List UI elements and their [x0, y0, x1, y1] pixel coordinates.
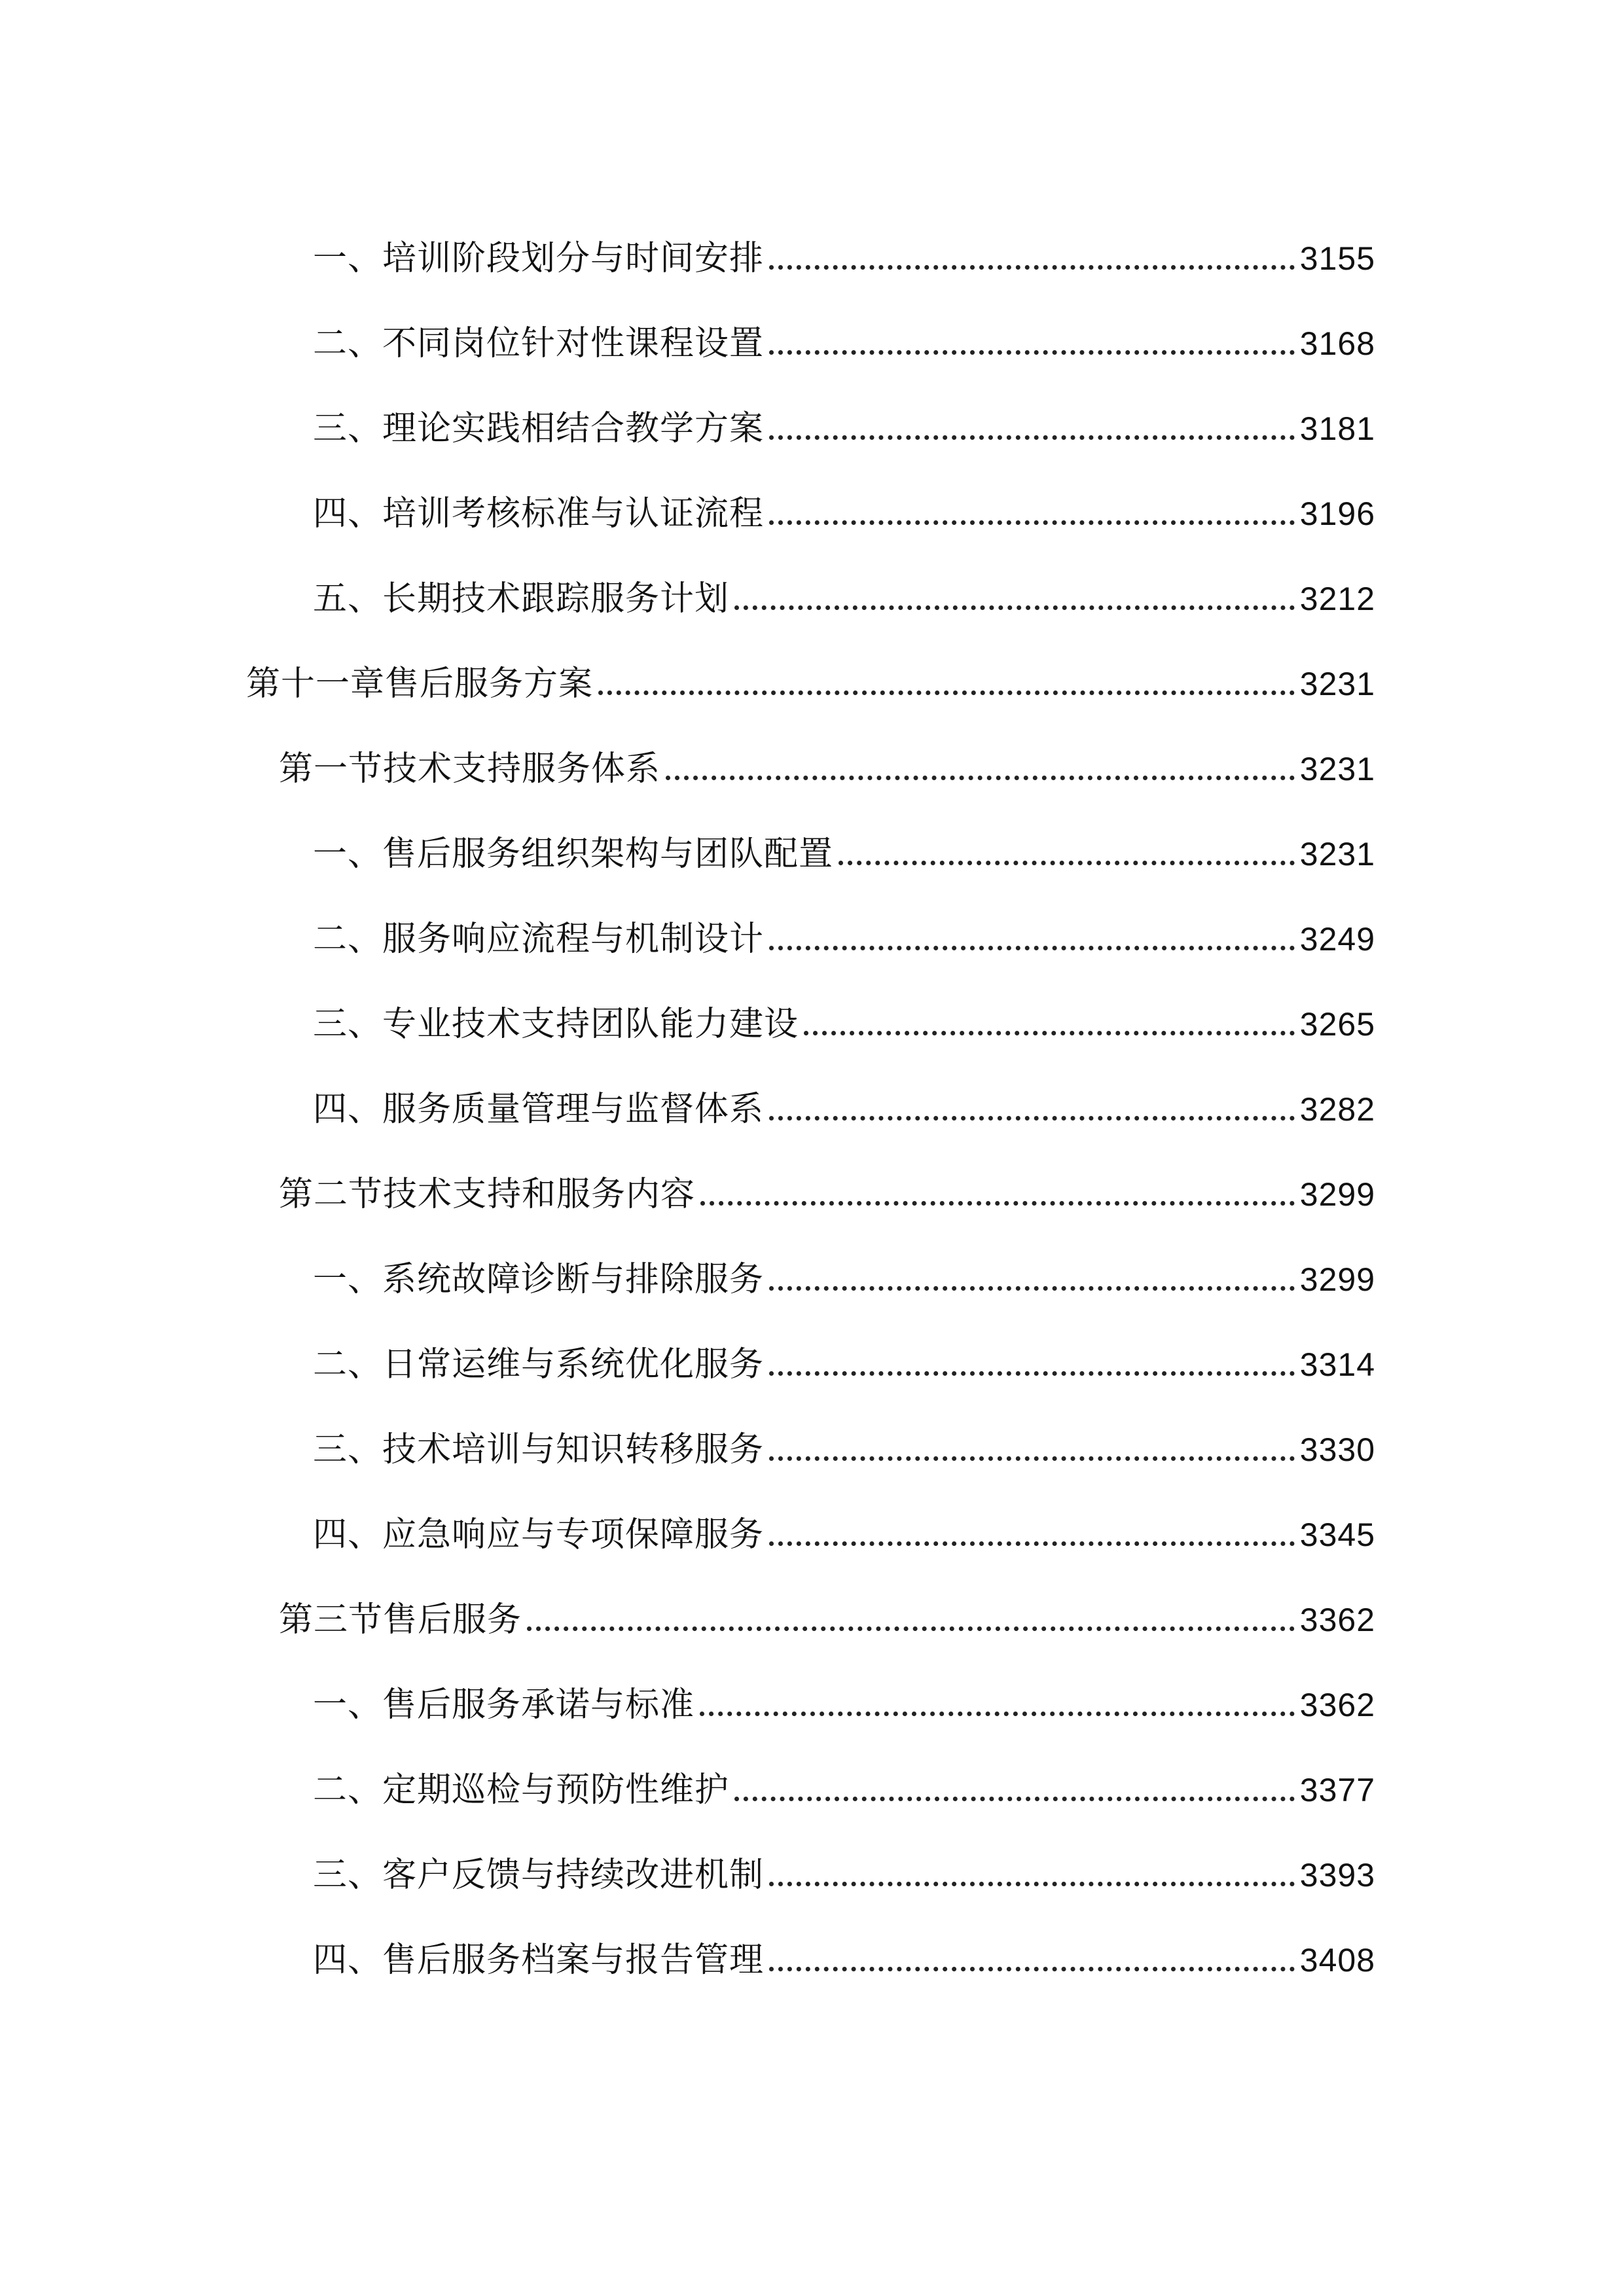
toc-entry-title: 二、不同岗位针对性课程设置 [313, 324, 765, 363]
toc-page-number: 3345 [1299, 1516, 1375, 1553]
toc-dot-leader [769, 265, 1295, 270]
toc-dot-leader [769, 350, 1295, 355]
toc-page-number: 3393 [1299, 1857, 1375, 1893]
toc-entry[interactable] [0, 281, 1624, 367]
toc-entry[interactable] [0, 792, 1624, 877]
toc-entry[interactable] [0, 877, 1624, 962]
toc-entry[interactable] [0, 537, 1624, 622]
toc-dot-leader [666, 776, 1295, 780]
toc-entry-title: 一、系统故障诊断与排除服务 [313, 1260, 765, 1299]
toc-dot-leader [769, 1371, 1295, 1376]
toc-entry[interactable] [0, 1302, 1624, 1388]
toc-page-number: 3377 [1299, 1772, 1375, 1808]
toc-entry-title: 三、客户反馈与持续改进机制 [313, 1856, 765, 1895]
toc-page-number: 3212 [1299, 581, 1375, 617]
toc-page-number: 3408 [1299, 1942, 1375, 1979]
toc-dot-leader [769, 1116, 1295, 1121]
toc-entry[interactable] [0, 1643, 1624, 1728]
toc-page-number: 3299 [1299, 1261, 1375, 1298]
toc-page-number: 3181 [1299, 410, 1375, 447]
toc-dot-leader [804, 1031, 1295, 1035]
toc-section-entry[interactable] [0, 1558, 1624, 1643]
toc-dot-leader [769, 1456, 1295, 1461]
toc-entry-title: 四、服务质量管理与监督体系 [313, 1090, 765, 1129]
toc-dot-leader [700, 1201, 1295, 1206]
toc-entry-title: 一、培训阶段划分与时间安排 [313, 239, 765, 278]
toc-entry-title: 四、培训考核标准与认证流程 [313, 494, 765, 533]
toc-page-number: 3231 [1299, 836, 1375, 872]
toc-entry[interactable] [0, 1388, 1624, 1473]
toc-entry-title: 四、应急响应与专项保障服务 [313, 1515, 765, 1554]
toc-entry-title: 二、服务响应流程与机制设计 [313, 920, 765, 959]
toc-page-number: 3299 [1299, 1176, 1375, 1213]
toc-page-number: 3265 [1299, 1006, 1375, 1043]
toc-dot-leader [700, 1712, 1295, 1716]
toc-entry[interactable] [0, 1047, 1624, 1132]
toc-dot-leader [598, 691, 1295, 695]
toc-page-number: 3168 [1299, 325, 1375, 362]
toc-dot-leader [839, 861, 1295, 865]
toc-dot-leader [769, 1286, 1295, 1291]
toc-dot-leader [769, 435, 1295, 440]
toc-dot-leader [769, 520, 1295, 525]
toc-page-number: 3196 [1299, 495, 1375, 532]
toc-page-number: 3362 [1299, 1602, 1375, 1638]
toc-dot-leader [769, 946, 1295, 950]
toc-dot-leader [769, 1882, 1295, 1886]
toc-entry-title: 五、长期技术跟踪服务计划 [313, 579, 730, 619]
toc-page-number: 3231 [1299, 751, 1375, 787]
toc-entry-title: 三、理论实践相结合教学方案 [313, 409, 765, 448]
toc-entry-title: 第三节售后服务 [279, 1600, 522, 1640]
toc-entry-title: 一、售后服务承诺与标准 [313, 1685, 695, 1725]
toc-page-number: 3314 [1299, 1346, 1375, 1383]
toc-entry-title: 四、售后服务档案与报告管理 [313, 1941, 765, 1980]
toc-dot-leader [734, 605, 1295, 610]
toc-entry-title: 第二节技术支持和服务内容 [279, 1175, 696, 1214]
toc-entry[interactable] [0, 962, 1624, 1047]
toc-dot-leader [527, 1626, 1295, 1631]
toc-entry-title: 二、定期巡检与预防性维护 [313, 1770, 730, 1810]
toc-page-number: 3155 [1299, 240, 1375, 277]
toc-entry-title: 第一节技术支持服务体系 [279, 749, 661, 789]
toc-entry[interactable] [0, 1473, 1624, 1558]
table-of-contents [0, 196, 1624, 1983]
toc-page-number: 3249 [1299, 921, 1375, 958]
toc-dot-leader [769, 1541, 1295, 1546]
toc-entry-title: 二、日常运维与系统优化服务 [313, 1345, 765, 1384]
toc-entry-title: 三、专业技术支持团队能力建设 [313, 1005, 799, 1044]
toc-page-number: 3362 [1299, 1687, 1375, 1723]
toc-entry-title: 三、技术培训与知识转移服务 [313, 1430, 765, 1469]
toc-dot-leader [734, 1797, 1295, 1801]
toc-entry[interactable] [0, 196, 1624, 281]
toc-dot-leader [769, 1967, 1295, 1971]
toc-entry[interactable] [0, 452, 1624, 537]
toc-entry-title: 第十一章售后服务方案 [246, 664, 594, 704]
toc-entry[interactable] [0, 367, 1624, 452]
toc-page-number: 3330 [1299, 1431, 1375, 1468]
toc-chapter-entry[interactable] [0, 622, 1624, 707]
toc-page-number: 3282 [1299, 1091, 1375, 1128]
toc-entry[interactable] [0, 1217, 1624, 1302]
toc-section-entry[interactable] [0, 1132, 1624, 1217]
toc-entry[interactable] [0, 1898, 1624, 1983]
toc-entry[interactable] [0, 1728, 1624, 1813]
toc-entry-title: 一、售后服务组织架构与团队配置 [313, 834, 834, 874]
toc-entry[interactable] [0, 1813, 1624, 1898]
toc-section-entry[interactable] [0, 707, 1624, 792]
toc-page-number: 3231 [1299, 666, 1375, 702]
